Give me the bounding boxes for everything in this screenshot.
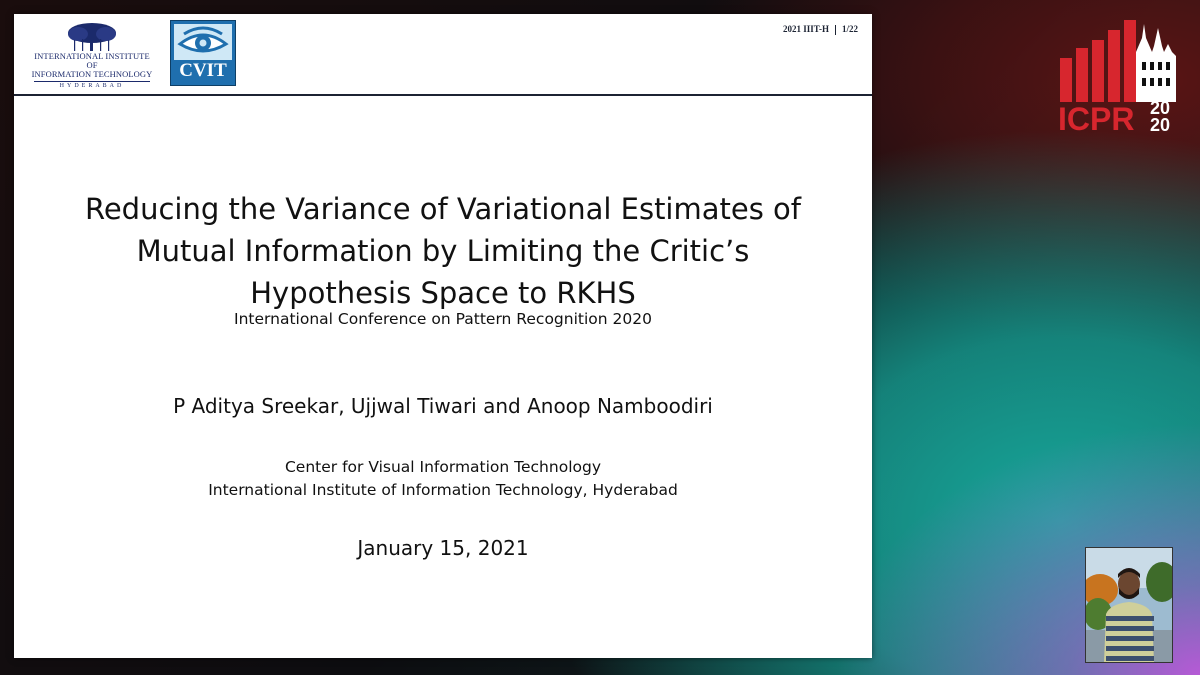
eye-icon (174, 24, 232, 60)
icpr-year-top: 20 (1150, 98, 1171, 118)
iiit-hyderabad-logo (28, 22, 156, 92)
presenter-video-image (1086, 548, 1172, 662)
slide-counter (783, 24, 858, 35)
iiit-logo-city: HYDERABAD (59, 83, 125, 89)
title-line: Hypothesis Space to RKHS (250, 276, 636, 310)
slide-page-number: 1/22 (841, 24, 858, 34)
iiit-logo-divider (34, 81, 150, 82)
presentation-date: January 15, 2021 (357, 536, 529, 560)
presentation-slide (14, 14, 872, 658)
icpr-year-bottom: 20 (1150, 115, 1171, 134)
cvit-logo (170, 20, 236, 86)
iiit-logo-line1: INTERNATIONAL INSTITUTE OF (34, 51, 150, 70)
cvit-logo-text: CVIT (179, 60, 227, 81)
affiliation (14, 456, 872, 502)
slide-title (14, 188, 872, 314)
slide-counter-separator (835, 25, 836, 35)
title-line: Mutual Information by Limiting the Critic’s (136, 234, 750, 268)
iiit-logo-line2: INFORMATION TECHNOLOGY (31, 69, 153, 79)
presenter-webcam (1085, 547, 1173, 663)
banyan-tree-icon (64, 22, 120, 52)
affiliation-line: International Institute of Information Technology, Hyderabad (208, 481, 678, 499)
slide-counter-label: 2021 IIIT-H (783, 24, 829, 34)
icpr-2020-logo (1058, 18, 1178, 134)
icpr-wordmark: ICPR (1058, 101, 1135, 134)
affiliation-line: Center for Visual Information Technology (284, 458, 601, 476)
conference-name: International Conference on Pattern Recognition 2020 (234, 310, 652, 328)
cvit-eye-panel (174, 24, 232, 60)
header-rule (14, 94, 872, 96)
title-line: Reducing the Variance of Variational Estimates of (84, 192, 802, 226)
author-list: P Aditya Sreekar, Ujjwal Tiwari and Anoop Namboodiri (173, 394, 713, 418)
